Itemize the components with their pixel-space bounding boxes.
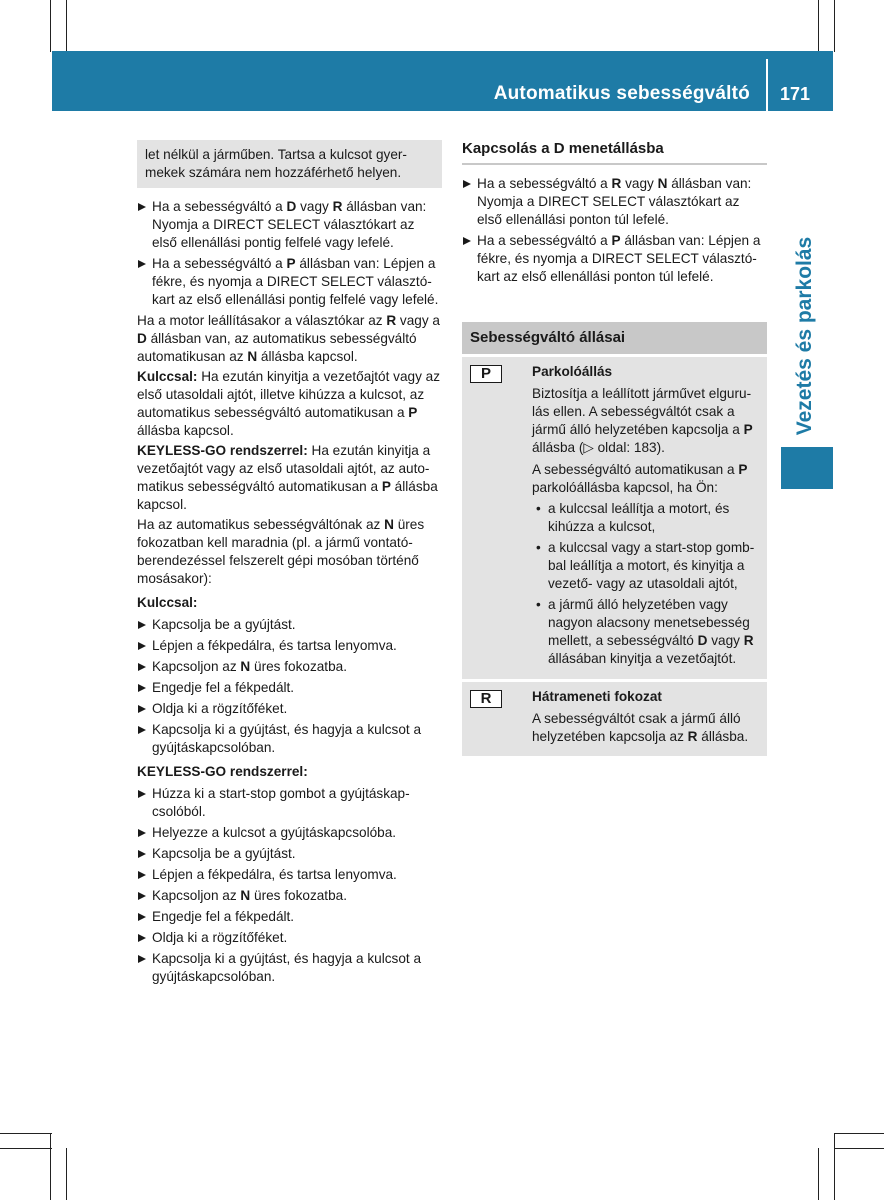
page-number: 171	[780, 84, 811, 104]
row-bullet: • a kulccsal leállítja a motort, és kihúzza a kulcsot,	[532, 500, 759, 536]
chapter-tab-label: Vezetés és parkolás	[793, 236, 816, 436]
list-item: Ha a sebességváltó a P állásban van: Lépjen a fékre, és nyomja a DIRECT SELECT választókart az első ellenállási pontig felfelé vagy lefelé.	[137, 255, 442, 309]
crop-mark	[50, 0, 51, 52]
right-column	[462, 140, 767, 756]
bullet-list	[137, 198, 442, 309]
note-box: let nélkül a járműben. Tartsa a kulcsot gyermekek számára nem hozzáférhető helyen.	[137, 140, 442, 188]
list-item: Kapcsolja be a gyújtást.	[137, 845, 442, 863]
row-title: Hátrameneti fokozat	[532, 689, 662, 704]
crop-mark	[50, 1133, 51, 1200]
paragraph: Ha a motor leállításakor a választókar az R vagy a D állásban van, az automatikus sebességváltó automatikusan az N állásba kapcsol.	[137, 313, 440, 364]
gear-symbol-p: P	[470, 365, 502, 383]
crop-mark	[834, 1133, 884, 1134]
gear-symbol-r: R	[470, 690, 502, 708]
paragraph: Kulccsal: Ha ezután kinyitja a vezetőajtót vagy az első utasoldali ajtót, illetve kihúzza a kulcsot, az automatikus sebességváltó automatikusan a P állásba kapcsol.	[137, 369, 441, 438]
left-column	[137, 140, 442, 989]
crop-mark	[834, 1133, 835, 1200]
subheading-key: Kulccsal:	[137, 595, 198, 610]
list-item: Kapcsolja ki a gyújtást, és hagyja a kulcsot a gyújtáskapcsolóban.	[137, 721, 442, 757]
list-item: Oldja ki a rögzítőféket.	[137, 700, 442, 718]
paragraph: KEYLESS-GO rendszerrel: Ha ezután kinyitja a vezetőajtót vagy az első utasoldali ajtót, az automatikus sebességváltó automatikusan a P állásba kapcsol.	[137, 443, 438, 512]
list-item: Kapcsolja ki a gyújtást, és hagyja a kulcsot a gyújtáskapcsolóban.	[137, 950, 442, 986]
gear-table	[462, 354, 767, 756]
crop-mark	[0, 1148, 52, 1149]
row-description	[532, 363, 767, 671]
list-item: Ha a sebességváltó a P állásban van: Lépjen a fékre, és nyomja a DIRECT SELECT választókart az első ellenállási ponton túl lefelé.	[462, 232, 767, 286]
table-row	[462, 679, 767, 756]
page-header	[52, 51, 833, 111]
crop-mark	[66, 0, 67, 52]
crop-mark	[66, 1148, 67, 1200]
list-item: Engedje fel a fékpedált.	[137, 679, 442, 697]
subheading-keyless: KEYLESS-GO rendszerrel:	[137, 764, 308, 779]
row-text: A sebességváltót csak a jármű álló helyzetében kapcsolja az R állásba.	[532, 711, 749, 744]
list-item: Kapcsolja be a gyújtást.	[137, 616, 442, 634]
row-text: Biztosítja a leállított járművet elgurulás ellen. A sebességváltót csak a jármű álló helyzetében kapcsolja a P állásba (▷ oldal: 183).	[532, 386, 753, 455]
bullet-list	[137, 785, 442, 986]
table-title: Sebességváltó állásai	[462, 322, 767, 354]
crop-mark	[0, 1133, 52, 1134]
list-item: Húzza ki a start-stop gombot a gyújtáskapcsolóból.	[137, 785, 442, 821]
row-title: Parkolóállás	[532, 364, 613, 379]
list-item: Kapcsoljon az N üres fokozatba.	[137, 887, 442, 905]
row-bullet: • a jármű álló helyzetében vagy nagyon alacsony menetsebesség mellett, a sebességváltó D vagy R állásában kinyitja a vezetőajtót.	[532, 596, 759, 668]
list-item: Helyezze a kulcsot a gyújtáskapcsolóba.	[137, 824, 442, 842]
chapter-tab-marker	[781, 447, 833, 489]
crop-mark	[818, 1148, 819, 1200]
list-item: Lépjen a fékpedálra, és tartsa lenyomva.	[137, 866, 442, 884]
list-item: Ha a sebességváltó a D vagy R állásban van: Nyomja a DIRECT SELECT választókart az első ellenállási pontig felfelé vagy lefelé.	[137, 198, 442, 252]
list-item: Ha a sebességváltó a R vagy N állásban van: Nyomja a DIRECT SELECT választókart az első ellenállási ponton túl lefelé.	[462, 175, 767, 229]
crop-mark	[834, 0, 835, 52]
page-title: Automatikus sebességváltó	[493, 83, 750, 104]
bullet-list	[462, 175, 767, 286]
table-row	[462, 354, 767, 679]
crop-mark	[834, 1148, 884, 1149]
list-item: Lépjen a fékpedálra, és tartsa lenyomva.	[137, 637, 442, 655]
paragraph: Ha az automatikus sebességváltónak az N üres fokozatban kell maradnia (pl. a jármű vontatóberendezéssel felszerelt gépi mosóban történő mosásakor):	[137, 517, 425, 586]
bullet-list	[137, 616, 442, 757]
crop-mark	[818, 0, 819, 52]
row-text: A sebességváltó automatikusan a P parkolóállásba kapcsol, ha Ön:	[532, 462, 748, 495]
row-description	[532, 688, 767, 748]
row-bullet: • a kulccsal vagy a start-stop gombbal leállítja a motort, és kinyitja a vezető- vagy az utasoldali ajtót,	[532, 539, 759, 593]
header-divider	[766, 59, 768, 111]
list-item: Engedje fel a fékpedált.	[137, 908, 442, 926]
list-item: Kapcsoljon az N üres fokozatba.	[137, 658, 442, 676]
list-item: Oldja ki a rögzítőféket.	[137, 929, 442, 947]
section-title: Kapcsolás a D menetállásba	[462, 140, 767, 165]
